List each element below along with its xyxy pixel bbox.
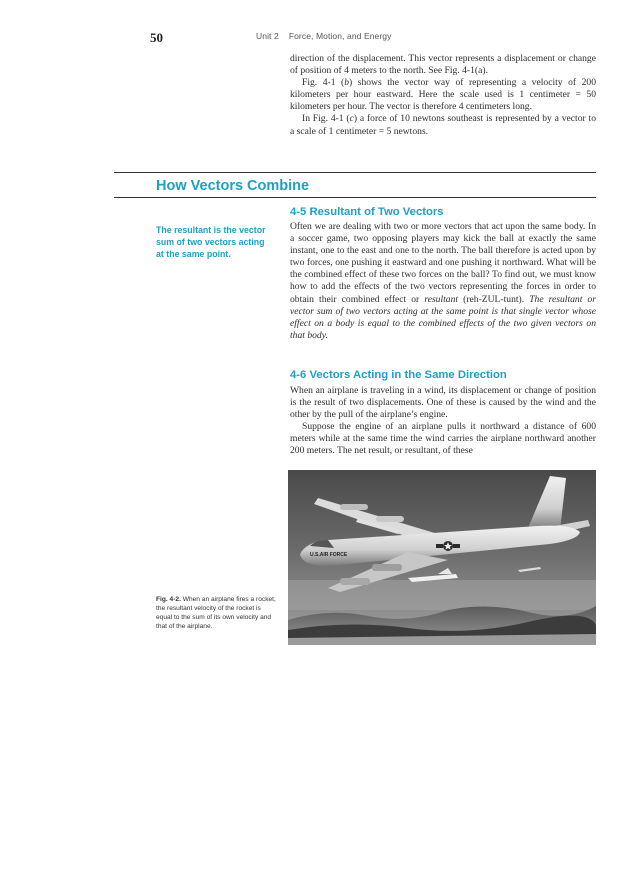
- intro-paragraph-2: Fig. 4-1 (b) shows the vector way of representing a velocity of 200 kilometers per hour eastward. Here the scale used is 1 centimeter = 50 kilometers per hour. The vector is therefore 4 centimeters long.: [290, 77, 596, 113]
- running-head: [256, 31, 391, 41]
- page-number: 50: [150, 30, 163, 45]
- figure-label: Fig. 4-2.: [156, 596, 181, 603]
- intro-text: [290, 53, 596, 138]
- section-title: How Vectors Combine: [156, 178, 310, 194]
- fuselage-lettering: U.S.AIR FORCE: [310, 552, 348, 558]
- unit-label: Unit 2: [256, 31, 279, 41]
- term-resultant: resultant: [424, 293, 459, 305]
- subheading-4-5: 4-5 Resultant of Two Vectors: [290, 206, 444, 218]
- figure-4-2-caption: [156, 596, 278, 632]
- resultant-definition: The resultant or vector sum of two vectors acting at the same point is that single vector whose effect on a body is equal to the combined effects of the two given vectors on that body.: [290, 293, 596, 341]
- section-rule-top: [114, 172, 596, 173]
- section-4-5-text: Often we are dealing with two or more vectors that act upon the same body. In a soccer game, two opposing players may kick the ball at exactly the same instant, one to the east and one to the north. The ball therefore is acted upon by two forces, one pushing it eastward and one pushing it northward. What will be the combined effect of these two forces on the ball? To find out, we must know how to add the effects of the two vectors representing the forces in order to obtain their combined effect or resultant (reh-ZUL-tunt). The resultant or vector sum of two vectors acting at the same point is that single vector whose effect on a body is equal to the combined effects of the two given vectors on that body.: [290, 221, 596, 341]
- figure-caption-text: When an airplane fires a rocket, the resultant velocity of the rocket is equal to the sum of its own velocity and that of the airplane.: [156, 596, 276, 630]
- subheading-4-6: 4-6 Vectors Acting in the Same Direction: [290, 369, 507, 381]
- unit-title: Force, Motion, and Energy: [288, 31, 392, 41]
- section-rule-bottom: [114, 197, 596, 198]
- intro-paragraph-3: In Fig. 4-1 (c) a force of 10 newtons southeast is represented by a vector to a scale of 1 centimeter = 5 newtons.: [290, 113, 596, 137]
- figure-4-2-photo: [288, 470, 596, 645]
- section-4-6-paragraph-1: When an airplane is traveling in a wind, its displacement or change of position is the result of two displacements. One of these is caused by the wind and the other by the pull of the airplane’s engine.: [290, 385, 596, 421]
- section-4-6-paragraph-2: Suppose the engine of an airplane pulls it northward a distance of 600 meters while at the same time the wind carries the airplane northward another 200 meters. The net result, or resultant, of these: [290, 421, 596, 457]
- section-4-6-text: [290, 385, 596, 458]
- margin-note: The resultant is the vector sum of two vectors acting at the same point.: [156, 225, 266, 259]
- intro-paragraph-1: direction of the displacement. This vector represents a displacement or change of position of 4 meters to the north. See Fig. 4-1(a).: [290, 53, 596, 77]
